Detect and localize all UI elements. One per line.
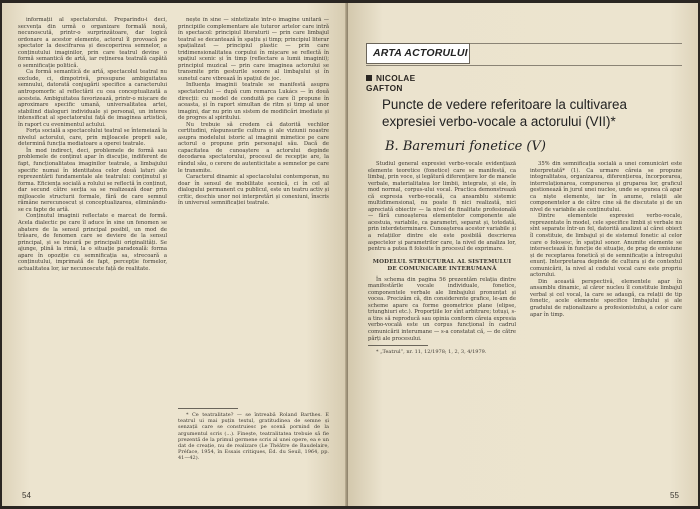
paragraph: În schema din pagina 56 prezentăm relația dintre manifestările vocale individuale, fonetice, componentele verbale ale limbajului pronunțat și vocea. Precizăm că, din considerente grafice, le-am de scheme apare ca forme geometrice plane (elipse, triunghiuri etc.). Proporțiile lor sînt arbitrare; totuși, s-a tins să reproducă sau opinia conform căreia expresia verbo-vocală este un corpus funcțional în cadrul comunicării interumane — s-a constatat că, — de către părți ale procesului.	[368, 276, 516, 342]
left-page-column-2	[178, 17, 329, 437]
paragraph: Conținutul imaginii reflectate e marcat de formă. Acela dialectic pe care îl aduce în sine un fenomen se abatere de la sensul principal posibil, un mod de trăsare, de fenomen care se deviere de la sensul principal, și se bucură pe principalii originalități. Se ajunge, plină la rimă, la o situație paradoxală: forma apare în opoziție cu semnificația sa, strecoară a conținutului, imprimată de fapt, percepție formelor, actualitatea lor, iar necunoscute față de realitate.	[18, 213, 167, 272]
left-page-footnote	[178, 405, 329, 480]
paragraph: informații al spectatorului. Preparindu-i deci, secvența din urmă o organizare formală nouă, necunoscută, printr-o surprinzătoare, dar logică ordonare a acestor elemente, actorul îl provoacă pe spectator la descifrarea și descoperirea semnelor, a conținutului imaginilor, prin care teatrul devine o formă semantică de artă, iar reținerea teatrală capătă o semnificație politică.	[18, 17, 167, 69]
footnote-text: * Ce teatralitate? — se întreabă Roland Barthes. E teatrul ui mai puțin textul, gratitudinea de semne și senzații care se construiesc pe scenă pornind de la argumentul scris (...). Finește, teatralitatea trebuie să fie prezentă de la primul germene scris al unei opere, ea e un dat de creație, nu de realizare (Le Théâtre de Baudelaire, Préface, 1954, în Essais critiques, Éd. du Seuil, 1964, pp. 41—42).	[178, 412, 329, 462]
footnote-rule	[178, 408, 238, 409]
right-page	[348, 3, 698, 506]
paragraph: Din această perspectivă, elementele apar în ansamblu dinamic, al căror nucleu îl constituie limbajul verbal și cel vocal, la care se adaugă, ca relații de tip fonetic, acele elemente specifice limbajului și ale gradului de raționalizare a profesionistului, a celor care apar în timp.	[530, 278, 682, 318]
paragraph: În mod indirect, deci, problemele de formă sau problemele de conținut apar în discuție, indiferent de fapt, funcționalitatea imaginilor teatrale, a limbajului specific numai în identitatea celor două laturi ale reprezentării fundamentale ale teatrului: conținutul și forma. Eficiența socială a rolului se reflectă în conținut, dar secund către secția sa se realizează doar prin mijloacele structurii formale, fără de care semnul rămâne nerecunoscut și conceptualizarea, eliminându-se cu fapte de artă.	[18, 147, 167, 213]
paragraph: Dintre elementele expresiei verbo-vocale, reprezentate în model, cele specifice limbii și verbale nu sînt separate într-un fel, datorită analizei al cărei obiect îl constituie, de limbajul și de sistemul fonetic al celor care o folosesc, în spațiul sonor. Anumite elemente se intersectează în funcție de situație, de prag de emisiune și de receptarea fonetică și de semnificație a întregului enunț. Interpretarea depinde de cultura și de contextul comunicării, la nivel al codului vocal care este propriu actorului.	[530, 213, 682, 279]
article-subtitle: B. Baremuri fonetice (V)	[385, 139, 546, 154]
paragraph: nește în sine — sintetizate într-o imagine unitară — principiile complementare ale tuturor artelor care intră în spectacol: principiul literaturii — prin care limbajul teatral se decantează în spațiu și timp; principiul literar spațializat — principiul plastic — prin care tridimensionalitatea corpului în mișcare se reflectă în spațiul scenic și în timp (reflectare a lumii imaginii); principiul muzical — prin care imaginea actorului se transmite prin gesturile sonore al limbajului și în sunetul care vibrează în spațiul de joc.	[178, 17, 329, 82]
paragraph: Nu trebuie să credem că datorită vechilor certitudini, răspunsurile cultura și ale viziunii noastre asupra modelului istoric al imaginii mimetice pe care actorul o propune prin personajul său. Dacă de capacitatea de cunoaștere a actorului depinde decodarea spectatorului, procesul de recepție are, la rândul său, o cerere de autenticitate a semnelor pe care le transmite.	[178, 121, 329, 174]
paragraph: 35% din semnificația socială a unei comunicări este interpretată* (1). Ca urmare căreia se propune integralitatea, organizarea, diferențierea, încorporarea, interrelaționarea, compunerea și gruparea lor, graficul gestionează în jurul unei nuclee, unde se spunea că apar ca niște elemente, iar în anume, relații ale componentelor a de către cine să fie discutate și de un nivel de variabile ale conținutului.	[530, 161, 682, 213]
paragraph: Forța socială a spectacolului teatral se întemeiază la nivelul actorului, care, prin mijloacele proprii sale, determină funcția mediatoare a operei teatrale.	[18, 128, 167, 148]
page-number-left: 54	[22, 491, 31, 500]
paragraph: Studiul general expresiei verbo-vocale evidențiază elemente teoretice (fonetice) care se manifestă, ca limbaj, prin voce, și legătură diferențiere lor de manele verbale, materialitatea lor limbii, integrate, și ele, în mod normal, corpus-ului vocal. Practica demonstrează că expresia verbo-vocală, ca ansamblu sistemic multidimensional, nu poate fi nici realizată, nici apreciată obiectiv — la nivel de finalitate profesională — fără cunoașterea elementelor componente ale acestuia, variabile, ca parametri, separat și, totodată, prin interdeterminare. Cunoașterea acestor variabile și a relațiilor dintre ele este posibilă descrierea aspectelor și parametrilor care, la nivel de analiza lor, pentru a putea fi folosite în procesul de exprimare.	[368, 161, 516, 253]
paragraph: Influența imaginii teatrale se manifestă asupra spectatorului — după cum remarca Lukács — în două direcții: cu model de conduită pe care îl propune în aceasta, și în raport simultan de ritm și timp al unor imagini, dar nu prin un sistem de modificări imediate și de progres al spiritului.	[178, 82, 329, 122]
author	[366, 73, 476, 93]
paragraph: Ca formă semantică de artă, spectacolul teatral nu exclude, ci, dimpotrivă, presupune ambiguitatea semnului, datorată conjugării specifice a caracterului antropomorfic al reflectării cu cea conceptualizată a acesteia. Ambiguitatea favorizează, printr-o mișcare de aproximare specific umană, universalitatea artei, stabilind dialoguri individuale și personal, un interes intensificat al spectatorului față de imaginea artistică, în raport cu evenimentul actului.	[18, 69, 167, 128]
article-title: Puncte de vedere referitoare la cultivarea expresiei verbo-vocale a actorului (VII)*	[382, 97, 627, 129]
left-page-column-1	[18, 17, 167, 482]
author-last-name: GAFTON	[366, 83, 403, 93]
subheading: MODELUL STRUCTURAL AL SISTEMULUI DE COMUNICARE INTERUMANĂ	[372, 258, 512, 272]
square-bullet-icon	[366, 75, 372, 81]
page-number-right: 55	[670, 491, 679, 500]
section-label: ARTA ACTORULUI	[373, 47, 468, 59]
footnote-text: * „Teatrul”, nr. 11, 12/1978; 1, 2, 3, 4/1979.	[376, 349, 487, 356]
right-page-column-1	[368, 161, 516, 489]
section-box	[366, 43, 470, 64]
author-first-name: NICOLAE	[376, 73, 416, 83]
header-rule-lower	[366, 65, 682, 66]
paragraph: Caracterul dinamic al spectacolului contemporan, nu doar în sensul de mobilitate scenică, ci în cel al dialogului permanent cu publicul, este un teatru activ și critic, deschis unor noi interpretări și conexiuni, înscris în universul semnificației teatrale.	[178, 174, 329, 207]
left-page	[2, 3, 347, 506]
right-page-column-2	[530, 161, 682, 489]
footnote-rule	[368, 345, 428, 346]
